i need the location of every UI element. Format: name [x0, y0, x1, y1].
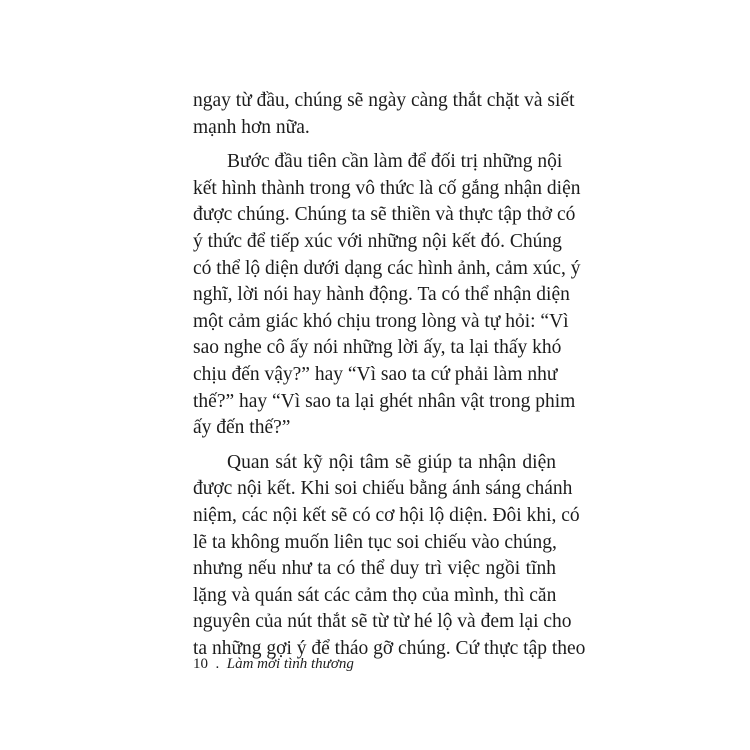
text-line: một cảm giác khó chịu trong lòng và tự hỏi: “Vì: [193, 310, 569, 332]
text-line: niệm, các nội kết sẽ có cơ hội lộ diện. Đôi khi, có: [193, 504, 580, 526]
text-line: ngay từ đầu, chúng sẽ ngày càng thắt chặt và siết: [193, 90, 575, 111]
text-line: được nội kết. Khi soi chiếu bằng ánh sáng chánh: [193, 478, 573, 500]
text-line: chịu đến vậy?” hay “Vì sao ta cứ phải làm như: [193, 363, 558, 385]
text-line: ta những gợi ý để tháo gỡ chúng. Cứ thực tập theo: [193, 637, 586, 659]
text-line: kết hình thành trong vô thức là cố gắng nhận diện: [193, 177, 581, 199]
paragraph: [193, 149, 581, 442]
text-line: lẽ ta không muốn liên tục soi chiếu vào chúng,: [193, 531, 557, 553]
text-line: ý thức để tiếp xúc với những nội kết đó. Chúng: [193, 230, 562, 252]
text-line: nhưng nếu như ta có thể duy trì việc ngồi tĩnh: [193, 558, 556, 580]
text-line: có thể lộ diện dưới dạng các hình ảnh, cảm xúc, ý: [193, 257, 581, 279]
text-line: thế?” hay “Vì sao ta lại ghét nhân vật trong phim: [193, 390, 576, 412]
paragraph: [193, 88, 575, 141]
text-line: nghĩ, lời nói hay hành động. Ta có thể nhận diện: [193, 284, 570, 306]
page-footer: [193, 656, 354, 673]
book-title: Làm mới tình thương: [226, 656, 354, 672]
text-line: Quan sát kỹ nội tâm sẽ giúp ta nhận diện: [227, 451, 556, 473]
text-line: nguyên của nút thắt sẽ từ từ hé lộ và đem lại cho: [193, 611, 572, 633]
book-page-body: [193, 88, 586, 662]
text-line: Bước đầu tiên cần làm để đối trị những nội: [227, 151, 563, 173]
text-line: sao nghe cô ấy nói những lời ấy, ta lại thấy khó: [193, 337, 562, 359]
text-line: lặng và quán sát các cảm thọ của mình, thì căn: [193, 584, 557, 606]
text-line: được chúng. Chúng ta sẽ thiền và thực tập thở có: [193, 204, 576, 226]
text-line: mạnh hơn nữa.: [193, 116, 310, 138]
footer-separator: .: [215, 656, 220, 672]
paragraph: [193, 450, 586, 663]
page-number: 10: [193, 656, 208, 672]
text-line: ấy đến thế?”: [193, 417, 291, 439]
